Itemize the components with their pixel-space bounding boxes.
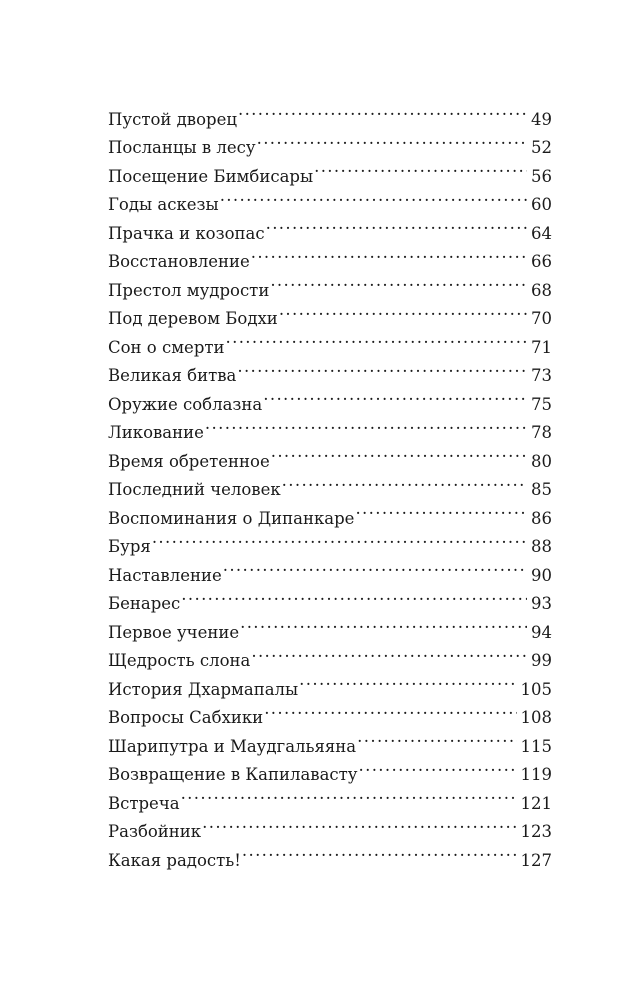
dot-leader: [242, 837, 517, 866]
dot-leader: [226, 324, 527, 353]
toc-entry-title: Вопросы Сабхики: [108, 708, 264, 727]
toc-entry-title: Встреча: [108, 793, 180, 813]
toc-entry-title: Годы аскезы: [108, 195, 219, 214]
toc-entry-title: Шарипутра и Маудгальяяна: [108, 736, 357, 756]
dot-leader: [152, 524, 527, 553]
toc-entry-page: 108: [520, 708, 552, 727]
toc-entry-title: Пустой дворец: [108, 109, 237, 129]
toc-entry-title: Какая радость!: [108, 850, 241, 870]
toc-entry-title: Первое учение: [108, 622, 240, 642]
toc-entry-page: 105: [520, 679, 552, 699]
toc-entry-page: 115: [520, 736, 552, 756]
toc-entry[interactable]: [108, 552, 552, 585]
dot-leader: [257, 125, 527, 154]
toc-entry-title: Посещение Бимбисары: [108, 166, 314, 186]
toc-entry[interactable]: [108, 524, 552, 556]
dot-leader: [355, 495, 527, 524]
toc-entry-title: Наставление: [108, 565, 222, 585]
toc-entry-page: 94: [531, 622, 552, 642]
dot-leader: [271, 438, 527, 467]
toc-entry-title: Бенарес: [108, 594, 181, 613]
toc-entry-page: 90: [531, 565, 552, 585]
toc-entry-page: 52: [531, 138, 552, 157]
toc-entry-page: 93: [531, 594, 552, 613]
toc-entry-page: 60: [531, 195, 552, 214]
dot-leader: [181, 581, 527, 610]
dot-leader: [359, 752, 517, 781]
dot-leader: [282, 467, 527, 496]
dot-leader: [299, 666, 516, 695]
toc-entry-title: Под деревом Бодхи: [108, 309, 278, 328]
toc-entry-page: 119: [520, 765, 552, 784]
toc-entry-title: Престол мудрости: [108, 280, 270, 300]
toc-entry-page: 49: [531, 109, 552, 129]
toc-entry-page: 71: [531, 337, 552, 357]
toc-entry-title: Оружие соблазна: [108, 394, 263, 414]
toc-entry-page: 86: [531, 508, 552, 528]
toc-entry-page: 80: [531, 451, 552, 471]
toc-entry-title: Возвращение в Капилавасту: [108, 765, 358, 784]
toc-entry-page: 70: [531, 309, 552, 328]
toc-entry-title: Сон о смерти: [108, 337, 225, 357]
dot-leader: [181, 780, 517, 809]
toc-entry-title: Время обретенное: [108, 451, 270, 471]
dot-leader: [279, 296, 527, 325]
toc-entry-title: Восстановление: [108, 252, 250, 271]
toc-entry-page: 56: [531, 166, 552, 186]
dot-leader: [220, 182, 527, 211]
toc-entry-title: Буря: [108, 537, 151, 556]
toc-entry-title: Щедрость слона: [108, 651, 251, 670]
toc-entry-title: Великая битва: [108, 366, 237, 385]
toc-entry-page: 66: [531, 252, 552, 271]
toc-entry-page: 85: [531, 480, 552, 499]
toc-entry-page: 99: [531, 651, 552, 670]
dot-leader: [263, 381, 527, 410]
dot-leader: [238, 96, 527, 125]
toc-entry-title: Прачка и козопас: [108, 223, 265, 243]
toc-entry-title: История Дхармапалы: [108, 679, 299, 699]
toc-entry-page: 123: [520, 822, 552, 841]
toc-entry-title: Ликование: [108, 423, 204, 442]
toc-entry-title: Последний человек: [108, 480, 281, 499]
toc-entry-title: Разбойник: [108, 822, 202, 841]
toc-entry[interactable]: [108, 96, 552, 129]
dot-leader: [357, 723, 516, 752]
dot-leader: [251, 239, 527, 268]
toc-entry-page: 73: [531, 366, 552, 385]
toc-entry-page: 121: [520, 793, 552, 813]
toc-entry-page: 68: [531, 280, 552, 300]
dot-leader: [240, 609, 527, 638]
dot-leader: [264, 695, 516, 724]
dot-leader: [314, 153, 527, 182]
dot-leader: [205, 410, 527, 439]
toc-entry-page: 88: [531, 537, 552, 556]
toc-entry-page: 75: [531, 394, 552, 414]
dot-leader: [251, 638, 527, 667]
dot-leader: [270, 267, 527, 296]
dot-leader: [237, 353, 527, 382]
toc-entry-page: 78: [531, 423, 552, 442]
toc-entry-title: Посланцы в лесу: [108, 138, 256, 157]
toc-entry-page: 64: [531, 223, 552, 243]
dot-leader: [223, 552, 527, 581]
dot-leader: [202, 809, 516, 838]
table-of-contents: [108, 96, 552, 870]
toc-entry-title: Воспоминания о Дипанкаре: [108, 508, 355, 528]
toc-entry-page: 127: [520, 850, 552, 870]
dot-leader: [266, 210, 527, 239]
